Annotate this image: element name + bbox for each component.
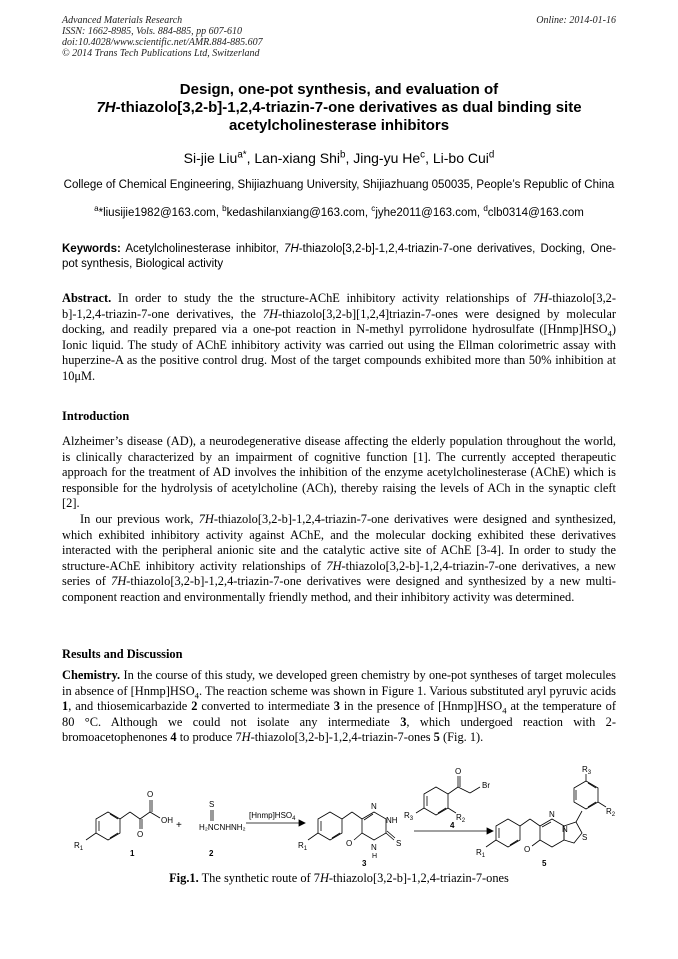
- reaction-arrow-1: [246, 811, 305, 826]
- compound-2-structure: [199, 800, 246, 858]
- compound-number-1: 1: [130, 849, 135, 858]
- author-name: Jing-yu He: [353, 150, 421, 166]
- oxygen-label: O: [346, 839, 353, 848]
- abstract-label: Abstract.: [62, 291, 112, 305]
- online-date: Online: 2014-01-16: [536, 15, 616, 26]
- sulfur-label: S: [209, 800, 215, 809]
- title-line-3: acetylcholinesterase inhibitors: [228, 117, 450, 134]
- compound-number-2: 2: [209, 849, 214, 858]
- compound-number-4: 4: [450, 821, 455, 830]
- oxygen-label: O: [455, 767, 462, 776]
- figure-caption: Fig.1. The synthetic route of 7H-thiazolo[3,2-b]-1,2,4-triazin-7-ones: [169, 871, 509, 885]
- introduction-paragraph-1: Alzheimer’s disease (AD), a neurodegenerative disease affecting the elderly population throughout the world, is clinically characterized by an impairment of cognitive function [1]. The currently accepted therapeutic approach for the treatment of AD involves the inhibition of the enzyme acetylcholinesterase (AChE) which is responsible for the hydrolysis of acetylcholine (ACh), thereby raising the levels of ACh in the synaptic cleft [2].: [62, 434, 616, 510]
- author-name: Lan-xiang Shi: [254, 150, 341, 166]
- r3-label: $R_3$: [582, 766, 592, 776]
- abstract: Abstract. In order to study the the structure-AChE inhibitory activity relationships of 7H-thiazolo[3,2-b]-1,2,4-triazin-7-one derivatives, the 7H-thiazolo[3,2-b][1,2,4]triazin-7-ones were designed by molecular docking, and readily prepared via a one-pot reaction in N-methyl pyrrolidone hydrosulfate $([Hnmp]HSO_4)$ Ionic liquid. The study of AChE inhibitory activity was carried out using the Ellman colorimetric assay with huperzine-A as the positive control drug. Most of the target compounds exhibited more than 50% inhibition at 10μM.: [62, 291, 616, 383]
- author-name: Si-jie Liu: [183, 150, 238, 166]
- oxygen-label: O: [147, 790, 154, 799]
- journal-name: Advanced Materials Research: [62, 15, 183, 26]
- email-address[interactable]: clb0314@163.com: [487, 207, 584, 219]
- chemistry-label: Chemistry.: [62, 668, 121, 682]
- journal-header: [62, 15, 263, 59]
- title-line-1: Design, one-pot synthesis, and evaluation of: [179, 81, 499, 98]
- nh-label: NH: [386, 816, 398, 825]
- introduction-paragraph-2: In our previous work, 7H-thiazolo[3,2-b]-1,2,4-triazin-7-one derivatives were designed and synthesized, which exhibited inhibitory activity against AChE, and the molecular docking exhibited these derivatives interacted with the peripheral anionic site and the catalytic active site of AChE [3-4]. In order to study the structure-AChE inhibitory activity relationships of 7H-thiazolo[3,2-b]-1,2,4-triazin-7-one derivatives, a new series of 7H-thiazolo[3,2-b]-1,2,4-triazin-7-one derivatives were designed and synthesized by a new multi-component reaction and environmentally friendly method, and their inhibitory activity was determined.: [62, 512, 616, 604]
- affiliation: College of Chemical Engineering, Shijiazhuang University, Shijiazhuang 050035, People’s Republic of China: [63, 179, 615, 191]
- email-address[interactable]: *liusijie1982@163.com: [98, 207, 216, 219]
- compound-3-structure: [298, 802, 401, 868]
- sulfur-label: S: [582, 833, 588, 842]
- r1-label: $R_1$: [298, 841, 308, 852]
- nitrogen-label: N: [371, 843, 377, 852]
- email-address[interactable]: kedashilanxiang@163.com: [226, 207, 365, 219]
- results-heading: Results and Discussion: [62, 647, 183, 661]
- sulfur-label: S: [396, 839, 402, 848]
- keywords-label: Keywords:: [62, 243, 121, 255]
- r1-label: $R_1$: [74, 841, 84, 852]
- hydrogen-label: H: [372, 853, 378, 860]
- compound-number-3: 3: [362, 859, 367, 868]
- oxygen-label: O: [137, 830, 144, 839]
- issn-line: ISSN: 1662-8985, Vols. 884-885, pp 607-610: [62, 26, 242, 37]
- compound-5-structure: [476, 766, 616, 868]
- nitrogen-label: N: [371, 802, 377, 811]
- introduction-heading: Introduction: [62, 409, 130, 423]
- plus-sign: +: [176, 820, 182, 831]
- chemistry-paragraph: Chemistry. In the course of this study, we developed green chemistry by one-pot syntheses of target molecules in absence of $[Hnmp]HSO_4$. The reaction scheme was shown in Figure 1. Various substituted aryl pyruvic acids 1, and thiosemicarbazide 2 converted to intermediate 3 in the presence of $[Hnmp]HSO_4$ at the temperature of 80 °C. Although we could not isolate any intermediate 3, which undergoed reaction with 2-bromoacetophenones 4 to produce 7H-thiazolo[3,2-b]-1,2,4-triazin-7-ones 5 (Fig. 1).: [62, 668, 616, 744]
- bromine-label: Br: [482, 781, 490, 790]
- figure-label: Fig.1.: [169, 871, 199, 885]
- compound-number-5: 5: [542, 859, 547, 868]
- email-list: $^a$*liusijie1982@163.com, $^b$kedashilanxiang@163.com, $^c$jyhe2011@163.com, $^d$clb0314@163.com: [94, 204, 584, 219]
- paper-title: [62, 81, 616, 135]
- compound-1-structure: [74, 790, 173, 858]
- r3-label: $R_3$: [404, 811, 414, 822]
- author-name: Li-bo Cui: [432, 150, 489, 166]
- nitrogen-label: N: [549, 810, 555, 819]
- copyright-line: © 2014 Trans Tech Publications Ltd, Switzerland: [62, 48, 260, 59]
- reagent-label: $[Hnmp]HSO_4$: [249, 811, 296, 822]
- nitrogen-label: N: [562, 825, 568, 834]
- thiosemicarbazide-formula: H₂NCNHNH₂: [199, 823, 246, 832]
- r2-label: $R_2$: [606, 807, 616, 818]
- r2-label: $R_2$: [456, 813, 466, 824]
- author-list: Si-jie Liu$^{a*}$, Lan-xiang Shi$^b$, Jing-yu He$^c$, Li-bo Cui$^d$: [183, 149, 495, 166]
- compound-4-structure: [404, 767, 490, 830]
- title-line-2: 7H-thiazolo[3,2-b]-1,2,4-triazin-7-one derivatives as dual binding site: [96, 99, 582, 116]
- keywords: Keywords: Acetylcholinesterase inhibitor, 7H-thiazolo[3,2-b]-1,2,4-triazin-7-one derivatives, Docking, One-pot synthesis, Biological activity: [62, 243, 617, 270]
- doi-line[interactable]: doi:10.4028/www.scientific.net/AMR.884-885.607: [62, 37, 263, 48]
- synthesis-scheme: [62, 766, 616, 872]
- oxygen-label: O: [524, 845, 531, 854]
- hydroxyl-label: OH: [161, 816, 173, 825]
- r1-label: $R_1$: [476, 848, 486, 859]
- email-address[interactable]: jyhe2011@163.com: [375, 207, 477, 219]
